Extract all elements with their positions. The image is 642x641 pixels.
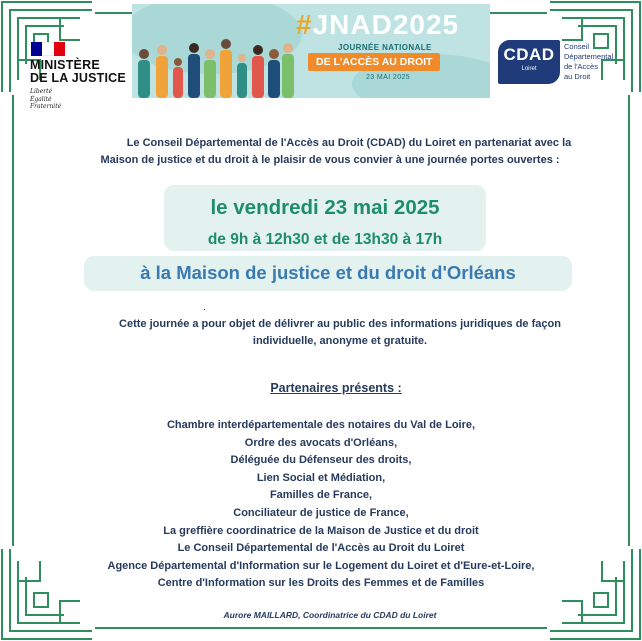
cdad-desc-line: de l'Accès bbox=[564, 62, 598, 71]
flag-white bbox=[42, 42, 53, 56]
intro-line1: Le Conseil Départemental de l'Accès au Droit (CDAD) du Loiret en partenariat avec la bbox=[126, 137, 572, 149]
motto-egalite: Égalité bbox=[30, 95, 52, 103]
ministry-logo bbox=[30, 42, 130, 111]
partners-heading-text: Partenaires présents : bbox=[270, 381, 402, 395]
cdad-sub: Loiret bbox=[521, 66, 537, 72]
ministry-title-line1: MINISTÈRE bbox=[30, 58, 100, 72]
cdad-desc-line: au Droit bbox=[564, 72, 591, 81]
event-place: à la Maison de justice et du droit d'Orléans bbox=[140, 262, 516, 283]
objective-text bbox=[60, 316, 620, 350]
partner-item: Ordre des avocats d'Orléans, bbox=[244, 436, 398, 449]
partner-item: Familles de France, bbox=[269, 489, 373, 502]
partner-item: Lien Social et Médiation, bbox=[256, 471, 386, 484]
hash-symbol: # bbox=[296, 9, 313, 40]
banner-subtitle: JOURNÉE NATIONALE bbox=[338, 43, 432, 52]
republic-motto bbox=[30, 88, 130, 111]
french-flag-icon bbox=[31, 42, 65, 56]
motto-liberte: Liberté bbox=[30, 88, 53, 95]
banner-tag: DE L'ACCÈS AU DROIT bbox=[308, 53, 440, 71]
jnad-banner bbox=[132, 4, 490, 98]
flag-blue bbox=[31, 42, 42, 56]
cdad-desc-line: Départemental bbox=[564, 52, 614, 61]
banner-date: 23 MAI 2025 bbox=[366, 74, 411, 81]
event-date: le vendredi 23 mai 2025 bbox=[210, 196, 440, 219]
cdad-desc-line: Conseil bbox=[564, 42, 590, 51]
event-hours: de 9h à 12h30 et de 13h30 à 17h bbox=[207, 231, 443, 248]
cdad-description bbox=[564, 42, 613, 82]
intro-text bbox=[40, 135, 620, 169]
partner-item: Conciliateur de justice de France, bbox=[233, 506, 409, 519]
partners-heading bbox=[0, 381, 642, 395]
partners-list bbox=[0, 417, 642, 593]
cdad-mark bbox=[498, 40, 560, 84]
objective-line1: Cette journée a pour objet de délivrer au public des informations juridiques de façon bbox=[119, 318, 561, 330]
partner-item: Chambre interdépartementale des notaires du Val de Loire, bbox=[166, 419, 476, 431]
ministry-title-line2: DE LA JUSTICE bbox=[30, 71, 126, 85]
partner-item: Centre d'Information sur les Droits des Femmes et de Familles bbox=[157, 577, 485, 590]
signature: Aurore MAILLARD, Coordinatrice du CDAD du Loiret bbox=[223, 610, 437, 620]
partner-item: Le Conseil Départemental de l'Accès au Droit du Loiret bbox=[177, 542, 465, 555]
jnad-hashtag bbox=[296, 9, 459, 41]
partner-item: Déléguée du Défenseur des droits, bbox=[230, 454, 412, 467]
motto-fraternite: Fraternité bbox=[30, 103, 62, 110]
flag-red bbox=[54, 42, 65, 56]
partner-item: La greffière coordinatrice de la Maison de Justice et du droit bbox=[163, 524, 479, 537]
intro-line2: Maison de justice et du droit à le plaisir de vous convier à une journée portes ouvertes : bbox=[100, 154, 560, 166]
objective-line2: individuelle, anonyme et gratuite. bbox=[252, 335, 428, 347]
cdad-logo bbox=[498, 40, 618, 90]
cdad-acronym: CDAD bbox=[503, 45, 555, 64]
jnad-name: JNAD2025 bbox=[312, 9, 460, 40]
ministry-title bbox=[30, 59, 130, 85]
partner-item: Agence Départemental d'Information sur le Logement du Loiret et d'Eure-et-Loire, bbox=[107, 559, 535, 572]
separator-dot: . bbox=[203, 302, 206, 313]
